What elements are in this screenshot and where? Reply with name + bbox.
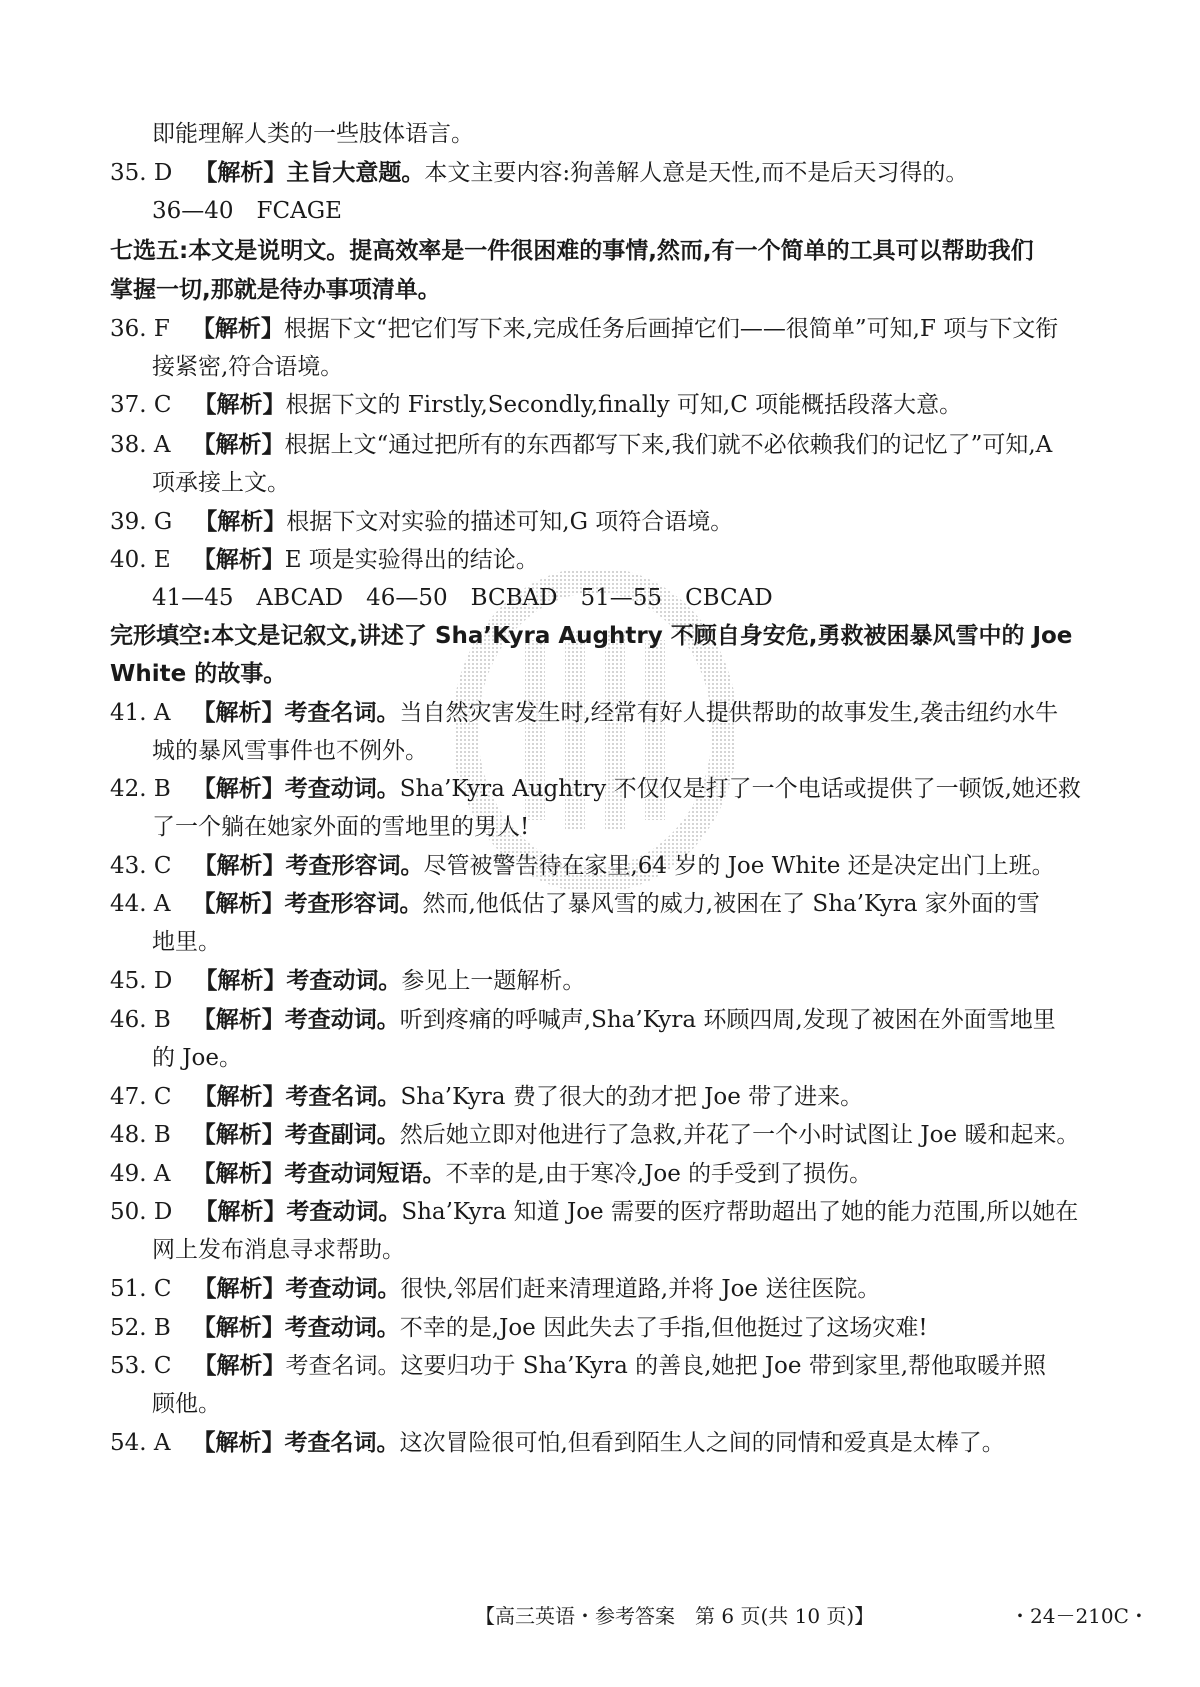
text-line [110,966,585,996]
question-number: 46. B [110,1007,171,1033]
text-line [152,927,221,957]
text-line [152,583,773,613]
line-text: 本文主要内容:狗善解人意是天性,而不是后天习得的。 [424,160,969,186]
analysis-tag: 【解析】 [193,1353,286,1379]
text-line [110,236,1034,266]
line-text: 然后她立即对他进行了急救,并花了一个小时试图让 Joe 暖和起来。 [399,1122,1080,1148]
line-text: 考查名词。这要归功于 Sha’Kyra 的善良,她把 Joe 带到家里,帮他取暖并照 [285,1353,1047,1379]
question-number: 52. B [110,1315,171,1341]
analysis-tag: 【解析】 [192,1122,285,1148]
line-text: 根据下文对实验的描述可知,G 项符合语境。 [286,509,734,535]
bold-heading: 七选五:本文是说明文。提高效率是一件很困难的事情,然而,有一个简单的工具可以帮助我们 [110,238,1034,264]
analysis-tag: 【解析】 [193,1084,286,1110]
text-line [152,352,343,382]
line-text: Sha’Kyra 知道 Joe 需要的医疗帮助超出了她的能力范围,所以她在 [401,1199,1079,1225]
text-line [152,119,474,149]
text-line [110,314,1058,344]
analysis-tag: 【解析】 [191,316,284,342]
bold-heading: 掌握一切,那就是待办事项清单。 [110,277,441,303]
text-line [110,430,1052,460]
question-number: 54. A [110,1430,171,1456]
text-line [110,889,1040,919]
text-line [110,1428,1005,1458]
bold-heading: 考查动词。 [284,776,400,802]
line-text: 城的暴风雪事件也不例外。 [152,738,428,764]
text-line [110,275,441,305]
line-text: 这次冒险很可怕,但看到陌生人之间的同情和爱真是太棒了。 [399,1430,1005,1456]
line-text: 参见上一题解析。 [401,968,586,994]
text-line [110,774,1081,804]
line-text: 不幸的是,Joe 因此失去了手指,但他挺过了这场灾难! [399,1315,928,1341]
question-number: 50. D [110,1199,173,1225]
line-text: 然而,他低估了暴风雪的威力,被困在了 Sha’Kyra 家外面的雪 [422,891,1040,917]
line-text: 不幸的是,由于寒冷,Joe 的手受到了损伤。 [445,1161,873,1187]
analysis-tag: 【解析】 [192,1007,285,1033]
question-number: 37. C [110,392,172,418]
footer-code: ・24－210C・ [1010,1604,1149,1628]
bold-heading: White 的故事。 [110,661,287,687]
line-text: 根据上文“通过把所有的东西都写下来,我们就不必依赖我们的记忆了”可知,A [284,432,1053,458]
analysis-tag: 【解析】 [193,853,286,879]
analysis-tag: 【解析】 [194,1199,287,1225]
text-line [110,1197,1078,1227]
question-number: 47. C [110,1084,172,1110]
bold-heading: 考查动词短语。 [284,1161,446,1187]
analysis-tag: 【解析】 [192,547,285,573]
text-line [110,1082,863,1112]
watermark-logo-icon [455,570,735,890]
bold-heading: 考查动词。 [284,1007,400,1033]
analysis-tag: 【解析】 [194,160,287,186]
text-line [110,1159,872,1189]
line-text: 很快,邻居们赶来清理道路,并将 Joe 送往医院。 [400,1276,881,1302]
bold-heading: 考查动词。 [286,968,402,994]
line-text: 了一个躺在她家外面的雪地里的男人! [152,814,530,840]
analysis-tag: 【解析】 [193,392,286,418]
question-number: 51. C [110,1276,172,1302]
line-text: 接紧密,符合语境。 [152,354,344,380]
text-line [110,1274,880,1304]
bold-heading: 主旨大意题。 [286,160,425,186]
text-line [110,698,1058,728]
line-text: Sha’Kyra 费了很大的劲才把 Joe 带了进来。 [400,1084,864,1110]
text-line [152,812,529,842]
text-line [110,1120,1079,1150]
bold-heading: 考查名词。 [284,700,400,726]
bold-heading: 考查形容词。 [284,891,423,917]
line-text: 项承接上文。 [152,470,290,496]
question-number: 42. B [110,776,171,802]
bold-heading: 考查名词。 [285,1084,401,1110]
line-text: 的 Joe。 [152,1045,242,1071]
question-number: 48. B [110,1122,171,1148]
bold-heading: 考查副词。 [284,1122,400,1148]
text-line [110,1313,928,1343]
bold-heading: 考查动词。 [285,1276,401,1302]
question-number: 41. A [110,700,171,726]
line-text: 根据下文“把它们写下来,完成任务后画掉它们——很简单”可知,F 项与下文衔 [283,316,1059,342]
line-text: 根据下文的 Firstly,Secondly,finally 可知,C 项能概括段落大意。 [285,392,963,418]
text-line [110,1351,1046,1381]
text-line [152,1043,242,1073]
text-line [110,158,968,188]
text-line [152,1389,221,1419]
line-text: 听到疼痛的呼喊声,Sha’Kyra 环顾四周,发现了被困在外面雪地里 [399,1007,1056,1033]
question-number: 44. A [110,891,171,917]
analysis-tag: 【解析】 [192,891,285,917]
line-text: 顾他。 [152,1391,221,1417]
question-number: 49. A [110,1161,171,1187]
question-number: 38. A [110,432,171,458]
question-number: 43. C [110,853,172,879]
line-text: 网上发布消息寻求帮助。 [152,1237,405,1263]
analysis-tag: 【解析】 [192,1430,285,1456]
bold-heading: 考查动词。 [286,1199,402,1225]
analysis-tag: 【解析】 [192,700,285,726]
line-text: 即能理解人类的一些肢体语言。 [152,121,474,147]
analysis-tag: 【解析】 [194,509,287,535]
question-number: 35. D [110,160,173,186]
bold-heading: 考查形容词。 [285,853,424,879]
footer-page-info: 【高三英语・参考答案 第 6 页(共 10 页)】 [475,1604,875,1628]
question-number: 36. F [110,316,170,342]
analysis-tag: 【解析】 [194,968,287,994]
analysis-tag: 【解析】 [193,1276,286,1302]
text-line [110,851,1055,881]
text-line [110,545,539,575]
text-line [152,736,428,766]
line-text: 地里。 [152,929,221,955]
text-line [152,1235,405,1265]
line-text: Sha’Kyra Aughtry 不仅仅是打了一个电话或提供了一顿饭,她还救 [399,776,1081,802]
question-number: 53. C [110,1353,172,1379]
question-number: 40. E [110,547,171,573]
text-line [110,621,1072,651]
line-text: 41—45 ABCAD 46—50 BCBAD 51—55 CBCAD [152,585,773,611]
analysis-tag: 【解析】 [192,432,285,458]
line-text: 尽管被警告待在家里,64 岁的 Joe White 还是决定出门上班。 [423,853,1055,879]
analysis-tag: 【解析】 [192,1161,285,1187]
text-line [110,507,733,537]
text-line [110,1005,1056,1035]
line-text: E 项是实验得出的结论。 [284,547,539,573]
line-text: 36—40 FCAGE [152,198,342,224]
bold-heading: 完形填空:本文是记叙文,讲述了 Sha’Kyra Aughtry 不顾自身安危,勇救被困暴风雪中的 Joe [110,623,1073,649]
bold-heading: 考查名词。 [284,1430,400,1456]
text-line [110,659,286,689]
text-line [110,390,962,420]
question-number: 39. G [110,509,173,535]
line-text: 当自然灾害发生时,经常有好人提供帮助的故事发生,袭击纽约水牛 [399,700,1059,726]
text-line [152,196,342,226]
bold-heading: 考查动词。 [284,1315,400,1341]
question-number: 45. D [110,968,173,994]
analysis-tag: 【解析】 [192,1315,285,1341]
analysis-tag: 【解析】 [192,776,285,802]
text-line [152,468,290,498]
